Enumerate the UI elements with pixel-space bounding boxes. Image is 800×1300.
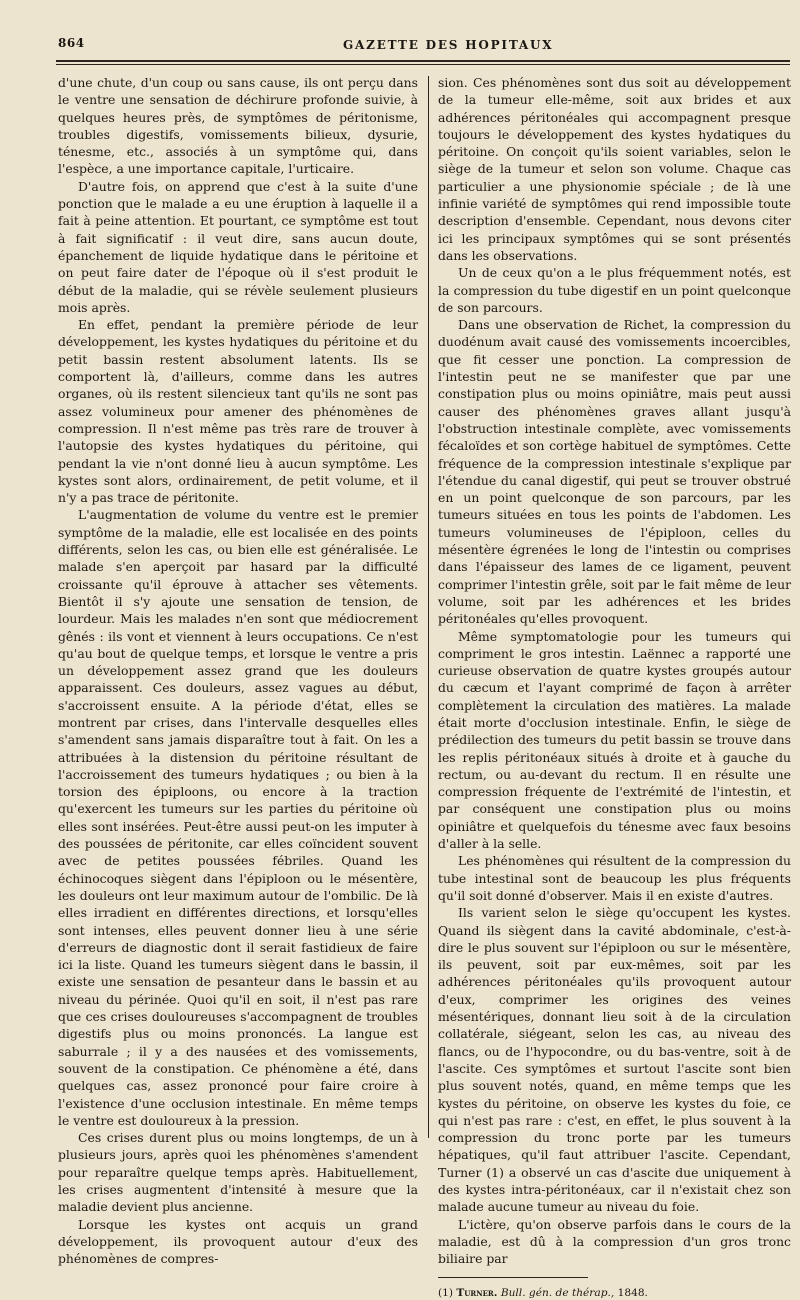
footnote-title: Bull. gén. de thérap., [500,1287,615,1300]
footnote-rule [438,1277,588,1278]
paragraph: sion. Ces phénomènes sont dus soit au développement de la tumeur elle-même, soit aux brides et aux adhérences péritonéales qui accompagnent presque toujours le développement des kystes hydatiques du péritoine. On conçoit qu'ils soient variables, selon le siège de la tumeur et selon son volume. Chaque cas particulier a une physionomie spéciale ; de là une infinie variété de symptômes qui rend impossible toute description d'ensemble. Cependant, nous devons citer ici les principaux symptômes qui se sont présentés dans les observations. [438,75,791,263]
left-column [58,74,418,1267]
paragraph: D'autre fois, on apprend que c'est à la suite d'une ponction que le malade a eu une éruption à laquelle il a fait à peine attention. Et pourtant, ce symptôme est tout à fait significatif : il veut dire, sans aucun doute, épanchement de liquide hydatique dans le péritoine et on peut faire dater de l'époque où il s'est produit le début de la maladie, qui se révèle seulement plusieurs mois après. [58,178,418,315]
paragraph: En effet, pendant la première période de leur développement, les kystes hydatiques du péritoine et du petit bassin restent absolument latents. Ils se comportent là, d'ailleurs, comme dans les autres organes, où ils restent silencieux tant qu'ils ne sont pas assez volumineux pour amener des phénomènes de compression. Il n'est même pas très rare de trouver à l'autopsie des kystes hydatiques du péritoine, qui pendant la vie n'ont donné lieu à aucun symptôme. Les kystes sont alors, ordinairement, de petit volume, et il n'y a pas trace de péritonite. [58,317,418,506]
footnote-year: 1848. [617,1287,648,1300]
paragraph: Ils varient selon le siège qu'occupent les kystes. Quand ils siègent dans la cavité abdominale, c'est-à-dire le plus souvent sur l'épiploon ou sur le mésentère, ils peuvent, soit par eux-mêmes, soit par les adhérences péritonéales qu'ils provoquent autour d'eux, comprimer les origines des veines mésentériques, donnant lieu soit à de la circulation collatérale, siégeant, selon les cas, au niveau des flancs, ou de l'hypocondre, ou du bas-ventre, soit à de l'ascite. Ces symptômes et surtout l'ascite sont bien plus souvent notés, quand, en même temps que les kystes du péritoine, on observe les kystes du foie, ce qui n'est pas rare : c'est, en effet, le plus souvent à la compression du tronc porte par les tumeurs hépatiques, qu'il faut attribuer l'ascite. Cependant, Turner (1) a observé un cas d'ascite due uniquement à des kystes intra-péritonéaux, car il n'existait chez son malade aucune tumeur au niveau du foie. [438,905,791,1215]
paragraph: L'ictère, qu'on observe parfois dans le cours de la maladie, est dû à la compression d'un gros tronc biliaire par [438,1216,791,1267]
right-column [438,74,791,1300]
header-rule-thin [56,64,790,65]
paragraph: Lorsque les kystes ont acquis un grand développement, ils provoquent autour d'eux des phénomènes de compres- [58,1216,418,1267]
paragraph: Les phénomènes qui résultent de la compression du tube intestinal sont de beaucoup les plus fréquents qu'il soit donné d'observer. Mais il en existe d'autres. [438,853,791,903]
paragraph: Un de ceux qu'on a le plus fréquemment notés, est la compression du tube digestif en un point quelconque de son parcours. [438,265,791,315]
column-separator [428,76,429,1138]
paragraph: Même symptomatologie pour les tumeurs qui compriment le gros intestin. Laënnec a rapporté une curieuse observation de quatre kystes groupés autour du cæcum et l'ayant comprimé de façon à arrêter complètement la circulation des matières. La malade était morte d'occlusion intestinale. Enfin, le siège de prédilection des tumeurs du petit bassin se trouve dans les replis péritonéaux situés à droite et à gauche du rectum, ou au-devant du rectum. Il en résulte une compression fréquente de l'extrémité de l'intestin, et par conséquent une constipation plus ou moins opiniâtre et quelquefois du ténesme avec faux besoins d'aller à la selle. [438,628,791,852]
footnote-marker: (1) [438,1287,454,1300]
paragraph: Ces crises durent plus ou moins longtemps, de un à plusieurs jours, après quoi les phénomènes s'amendent pour reparaître quelque temps après. Habituellement, les crises augmentent d'intensité à mesure que la maladie devient plus ancienne. [58,1130,418,1215]
footnote-author: Turner. [456,1287,498,1300]
footnote [438,1286,791,1300]
page-number: 864 [58,36,85,50]
running-title: GAZETTE DES HOPITAUX [343,38,554,52]
paragraph: d'une chute, d'un coup ou sans cause, ils ont perçu dans le ventre une sensation de déchirure profonde suivie, à quelques heures près, de symptômes de péritonisme, troubles digestifs, vomissements bilieux, dysurie, ténesme, etc., associés à un symptôme qui, dans l'espèce, a une importance capitale, l'urticaire. [58,75,418,177]
header-rule [56,60,790,62]
paragraph: L'augmentation de volume du ventre est le premier symptôme de la maladie, elle est localisée en des points différents, selon les cas, ou bien elle est généralisée. Le malade s'en aperçoit par hasard par la difficulté croissante qu'il éprouve à attacher ses vêtements. Bientôt il s'y ajoute une sensation de tension, de lourdeur. Mais les malades n'en sont que médiocrement gênés : ils vont et viennent à leurs occupations. Ce n'est qu'au bout de quelque temps, et lorsque le ventre a pris un développement assez grand que les douleurs apparaissent. Ces douleurs, assez vagues au début, s'accroissent ensuite. A la période d'état, elles se montrent par crises, dans l'intervalle desquelles elles s'amendent sans jamais disparaître tout à fait. On les a attribuées à la distension du péritoine résultant de l'accroissement des tumeurs hydatiques ; ou bien à la torsion des épiploons, ou encore à la traction qu'exercent les tumeurs sur les parties du péritoine où elles sont insérées. Peut-être aussi peut-on les imputer à des poussées de péritonite, car elles coïncident souvent avec de petites poussées fébriles. Quand les échinocoques siègent dans l'épiploon ou le mésentère, les douleurs ont leur maximum autour de l'ombilic. De là elles irradient en différentes directions, et lorsqu'elles sont intenses, elles peuvent donner lieu à une série d'erreurs de diagnostic dont il serait fastidieux de faire ici la liste. Quand les tumeurs siègent dans le bassin, il existe une sensation de pesanteur dans le bassin et au niveau du périnée. Quoi qu'il en soit, il n'est pas rare que ces crises douloureuses s'accompagnent de troubles digestifs plus ou moins prononcés. La langue est saburrale ; il y a des nausées et des vomissements, souvent de la constipation. Ce phénomène a été, dans quelques cas, assez prononcé pour faire croire à l'existence d'une occlusion intestinale. En même temps le ventre est douloureux à la pression. [58,507,418,1128]
paragraph: Dans une observation de Richet, la compression du duodénum avait causé des vomissements incoercibles, que fit cesser une ponction. La compression de l'intestin peut ne se manifester que par une constipation plus ou moins opiniâtre, mais peut aussi causer des phénomènes graves allant jusqu'à l'obstruction intestinale complète, avec vomissements fécaloïdes et son cortège habituel de symptômes. Cette fréquence de la compression intestinale s'explique par l'étendue du canal digestif, qui peut se trouver obstrué en un point quelconque de son parcours, par les tumeurs situées en tous les points de l'abdomen. Les tumeurs volumineuses de l'épiploon, celles du mésentère égrenées le long de l'intestin ou comprises dans l'épaisseur des lames de ce ligament, peuvent comprimer l'intestin grêle, soit par le fait même de leur volume, soit par les adhérences et les brides péritonéales qu'elles provoquent. [438,317,791,627]
